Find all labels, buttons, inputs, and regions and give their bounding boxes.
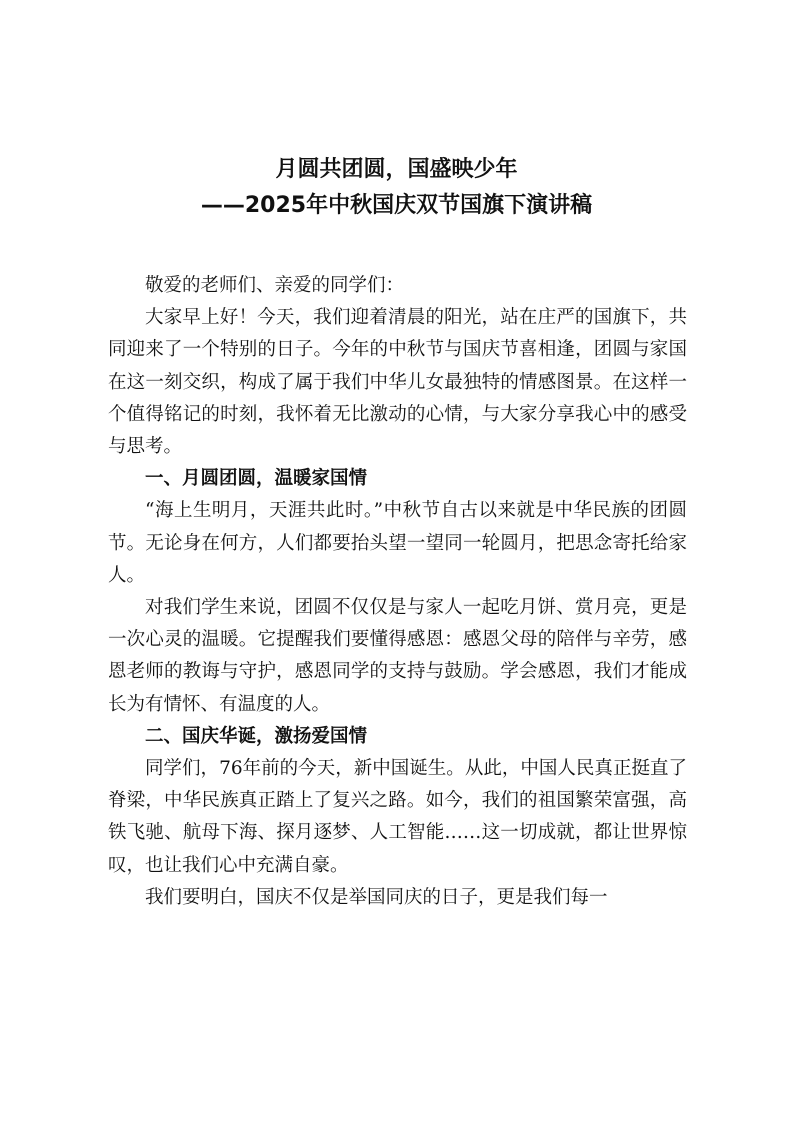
document-title: 月圆共团圆，国盛映少年 [275, 157, 518, 182]
speech-body [108, 270, 687, 914]
document-subtitle: ——2025年中秋国庆双节国旗下演讲稿 [200, 193, 593, 218]
body-paragraph: “海上生明月，天涯共此时。”中秋节自古以来就是中华民族的团圆节。无论身在何方，人们都要抬头望一望同一轮圆月，把思念寄托给家人。 [108, 500, 687, 586]
body-paragraph: 对我们学生来说，团圆不仅仅是与家人一起吃月饼、赏月亮，更是一次心灵的温暖。它提醒我们要懂得感恩：感恩父母的陪伴与辛劳，感恩老师的教诲与守护，感恩同学的支持与鼓励。学会感恩，我们才能成长为有情怀、有温度的人。 [108, 597, 687, 715]
body-paragraph: 同学们，76年前的今天，新中国诞生。从此，中国人民真正挺直了脊梁，中华民族真正踏上了复兴之路。如今，我们的祖国繁荣富强，高铁飞驰、航母下海、探月逐梦、人工智能……这一切成就，都让世界惊叹，也让我们心中充满自豪。 [108, 758, 687, 876]
body-paragraph: 我们要明白，国庆不仅是举国同庆的日子，更是我们每一 [145, 886, 608, 908]
greeting-paragraph: 敬爱的老师们、亲爱的同学们： [145, 275, 405, 296]
section-heading: 二、国庆华诞，激扬爱国情 [145, 725, 368, 747]
body-paragraph: 大家早上好！今天，我们迎着清晨的阳光，站在庄严的国旗下，共同迎来了一个特别的日子。今年的中秋节与国庆节喜相逢，团圆与家国在这一刻交织，构成了属于我们中华儿女最独特的情感图景。在这样一个值得铭记的时刻，我怀着无比激动的心情，与大家分享我心中的感受与思考。 [108, 307, 687, 458]
title-block [0, 152, 793, 224]
section-heading: 一、月圆团圆，温暖家国情 [145, 468, 368, 490]
